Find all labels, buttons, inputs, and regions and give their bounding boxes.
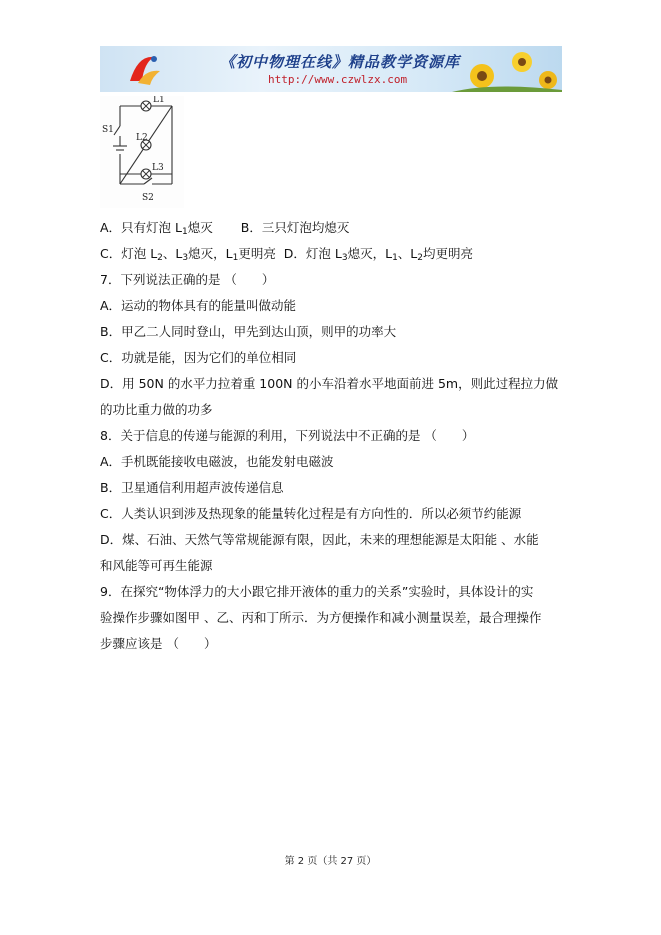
- label-l3: L3: [152, 163, 164, 173]
- banner-title: 《初中物理在线》精品教学资源库: [220, 53, 461, 71]
- q7-stem: 7．下列说法正确的是 （ ）: [100, 272, 275, 287]
- option-a-text: A．只有灯泡 L: [100, 220, 182, 235]
- label-s2: S2: [142, 193, 154, 203]
- option-c-text: 、L: [162, 246, 183, 261]
- subscript: 1: [232, 253, 239, 263]
- q7-option-d-cont: 的功比重力做的功多: [100, 402, 213, 417]
- q9-stem-cont: 验操作步骤如图甲 、乙、丙和丁所示．为方便操作和减小测量误差，最合理操作: [100, 610, 542, 625]
- q8-option-d: D．煤、石油、天然气等常规能源有限，因此，未来的理想能源是太阳能 、水能: [100, 532, 539, 547]
- q8-option-a: A．手机既能接收电磁波，也能发射电磁波: [100, 454, 334, 469]
- option-d-text: 熄灭，L: [347, 246, 393, 261]
- q7-option-d: D．用 50N 的水平力拉着重 100N 的小车沿着水平地面前进 5m，则此过程拉力做: [100, 376, 559, 391]
- bulb-l1-icon: [141, 101, 151, 111]
- subscript: 2: [417, 253, 423, 263]
- option-c-text: C．灯泡 L: [100, 246, 158, 261]
- q9-stem: 9．在探究“物体浮力的大小跟它排开液体的重力的关系”实验时，具体设计的实: [100, 584, 534, 599]
- q6-options-cd: [100, 245, 473, 267]
- q7-option-a: A．运动的物体具有的能量叫做动能: [100, 298, 297, 313]
- label-l1: L1: [153, 96, 165, 105]
- label-l2: L2: [136, 133, 148, 143]
- option-d-text: 、L: [397, 246, 418, 261]
- circuit-diagram: [100, 96, 184, 208]
- sunflower-icon: [452, 46, 562, 92]
- option-b-text: B．三只灯泡均熄灭: [240, 220, 350, 235]
- option-a-text-end: 熄灭: [187, 220, 213, 235]
- q6-options-ab: [100, 219, 349, 241]
- q8-option-d-cont: 和风能等可再生能源: [100, 558, 213, 573]
- q9-stem-end: 步骤应该是 （ ）: [100, 636, 217, 651]
- subscript: 1: [182, 227, 188, 237]
- subscript: 2: [157, 253, 163, 263]
- header-banner: [100, 46, 562, 92]
- label-s1: S1: [102, 125, 114, 135]
- page-number: 第 2 页（共 27 页）: [284, 856, 377, 867]
- q8-option-b: B．卫星通信利用超声波传递信息: [100, 480, 284, 495]
- bulb-l3-icon: [141, 169, 151, 179]
- option-c-text: 熄灭，L: [188, 246, 233, 261]
- subscript: 3: [182, 253, 189, 263]
- banner-url[interactable]: http://www.czwlzx.com: [268, 73, 408, 86]
- logo-icon: [124, 51, 164, 87]
- q8-option-c: C．人类认识到涉及热现象的能量转化过程是有方向性的．所以必须节约能源: [100, 506, 522, 521]
- option-c-text: 更明亮: [238, 246, 276, 261]
- option-d-text: 均更明亮: [423, 246, 474, 261]
- q8-stem: 8．关于信息的传递与能源的利用，下列说法中不正确的是 （ ）: [100, 428, 475, 443]
- subscript: 1: [392, 253, 398, 263]
- q7-option-c: C．功就是能，因为它们的单位相同: [100, 350, 297, 365]
- option-d-text: D．灯泡 L: [283, 246, 342, 261]
- subscript: 3: [341, 253, 348, 263]
- q7-option-b: B．甲乙二人同时登山，甲先到达山顶，则甲的功率大: [100, 324, 397, 339]
